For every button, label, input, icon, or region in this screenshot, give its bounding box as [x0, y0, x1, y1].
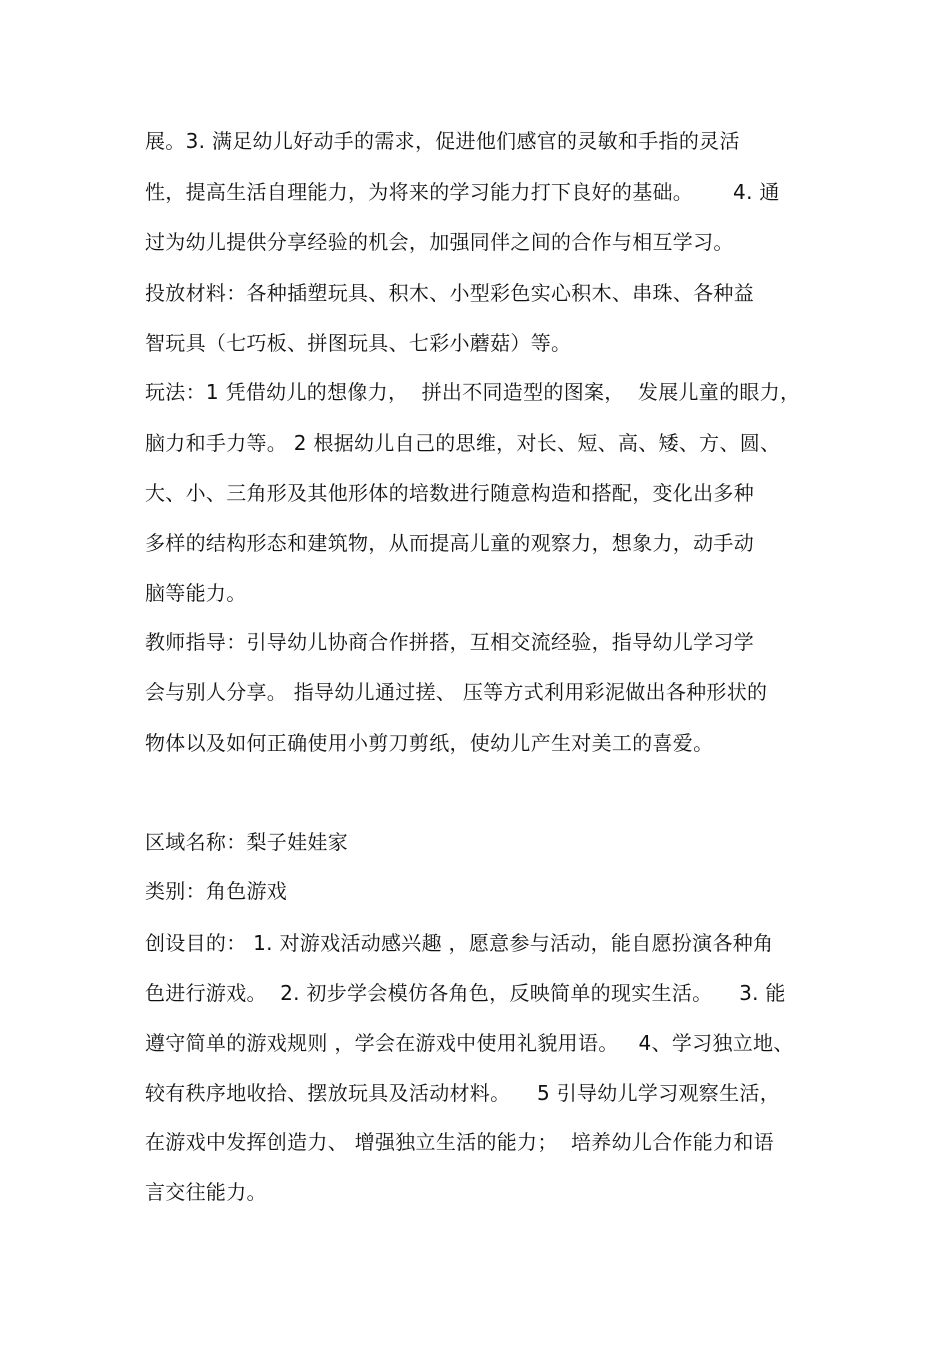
text-line: 过为幼儿提供分享经验的机会，加强同伴之间的合作与相互学习。	[145, 230, 734, 254]
text-line: 智玩具（七巧板、拼图玩具、七彩小蘑菇）等。	[145, 331, 572, 355]
text-line: 物体以及如何正确使用小剪刀剪纸，使幼儿产生对美工的喜爱。	[145, 731, 714, 755]
text-line: 性，提高生活自理能力，为将来的学习能力打下良好的基础。 4. 通	[145, 180, 780, 204]
text-line: 脑力和手力等。 2 根据幼儿自己的思维，对长、短、高、矮、方、圆、	[145, 431, 781, 455]
text-line: 投放材料：各种插塑玩具、积木、小型彩色实心积木、串珠、各种益	[145, 281, 754, 305]
text-line: 玩法：1 凭借幼儿的想像力， 拼出不同造型的图案， 发展儿童的眼力，	[145, 380, 801, 404]
text-line: 会与别人分享。 指导幼儿通过搓、 压等方式利用彩泥做出各种形状的	[145, 680, 768, 704]
text-line: 脑等能力。	[145, 581, 247, 605]
category-line: 类别：角色游戏	[145, 879, 288, 903]
text-line: 在游戏中发挥创造力、 增强独立生活的能力； 培养幼儿合作能力和语	[145, 1130, 774, 1154]
text-line: 多样的结构形态和建筑物，从而提高儿童的观察力，想象力，动手动	[145, 531, 754, 555]
area-name-line: 区域名称：梨子娃娃家	[145, 830, 348, 854]
text-line: 色进行游戏。 2. 初步学会模仿各角色，反映简单的现实生活。 3. 能	[145, 981, 786, 1005]
text-line: 展。3. 满足幼儿好动手的需求，促进他们感官的灵敏和手指的灵活	[145, 129, 740, 153]
text-line: 遵守简单的游戏规则 ，学会在游戏中使用礼貌用语。 4、学习独立地、	[145, 1031, 794, 1055]
text-line: 较有秩序地收拾、摆放玩具及活动材料。 5 引导幼儿学习观察生活，	[145, 1081, 781, 1105]
text-line: 大、小、三角形及其他形体的培数进行随意构造和搭配，变化出多种	[145, 481, 754, 505]
text-line: 言交往能力。	[145, 1180, 267, 1204]
text-line: 教师指导：引导幼儿协商合作拼搭，互相交流经验，指导幼儿学习学	[145, 630, 754, 654]
text-line: 创设目的： 1. 对游戏活动感兴趣 ，愿意参与活动，能自愿扮演各种角	[145, 931, 774, 955]
